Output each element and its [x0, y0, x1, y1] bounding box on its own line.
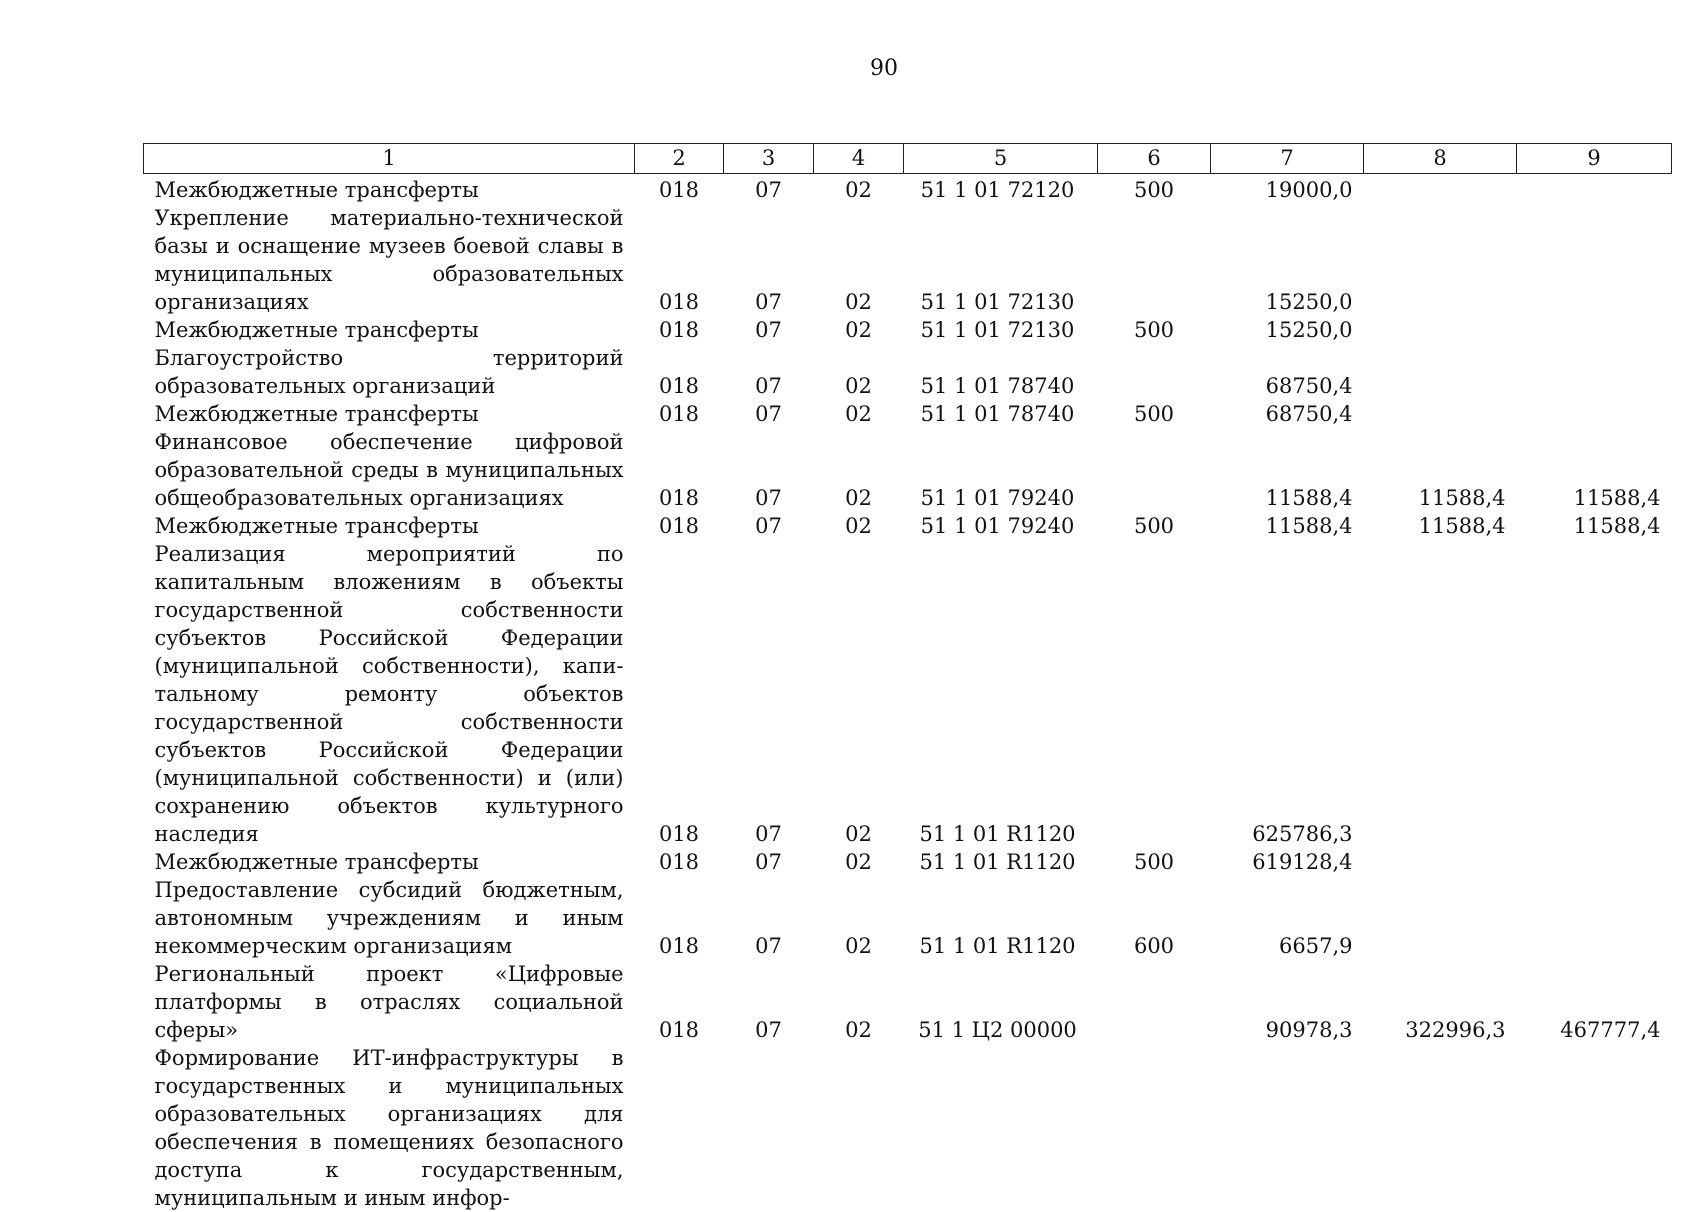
row-amount-col8-cell: [1364, 540, 1517, 848]
table-row: [144, 540, 1672, 848]
header-col-1: 1: [144, 144, 635, 174]
header-row: [144, 144, 1672, 174]
row-amount-col7-cell: 19000,0: [1211, 174, 1364, 205]
row-grbs-cell: 018: [635, 848, 724, 876]
row-target-article-cell: 51 1 01 72130: [904, 204, 1098, 316]
row-expense-type-cell: 500: [1098, 400, 1211, 428]
row-grbs-cell: [635, 1044, 724, 1212]
row-amount-col9-cell: [1517, 540, 1672, 848]
row-expense-type-cell: [1098, 1044, 1211, 1212]
row-amount-col7-cell: 15250,0: [1211, 316, 1364, 344]
row-amount-col8-cell: [1364, 1044, 1517, 1212]
row-expense-type-cell: [1098, 540, 1211, 848]
table-row: [144, 428, 1672, 512]
header-col-5: 5: [904, 144, 1098, 174]
row-amount-col9-cell: 11588,4: [1517, 428, 1672, 512]
row-subsection-cell: 02: [814, 512, 904, 540]
row-section-cell: [724, 1044, 814, 1212]
row-expense-type-cell: [1098, 204, 1211, 316]
row-grbs-cell: 018: [635, 540, 724, 848]
row-expense-type-cell: 500: [1098, 848, 1211, 876]
row-section-cell: 07: [724, 960, 814, 1044]
table-row: [144, 960, 1672, 1044]
row-subsection-cell: 02: [814, 848, 904, 876]
row-amount-col8-cell: [1364, 344, 1517, 400]
row-amount-col9-cell: [1517, 204, 1672, 316]
table-header: [144, 144, 1672, 174]
row-name-cell: Финансовое обеспечение цифровой образовательной среды в муниципальных общеобразовательных организациях: [144, 428, 635, 512]
row-subsection-cell: 02: [814, 428, 904, 512]
row-expense-type-cell: [1098, 428, 1211, 512]
row-name-cell: Формирование ИТ-инфраструктуры в государственных и муниципальных образовательных организациях для обеспечения в помещениях безопасного доступа к государственным, муниципальным и иным инфор-: [144, 1044, 635, 1212]
row-target-article-cell: 51 1 01 78740: [904, 400, 1098, 428]
header-col-8: 8: [1364, 144, 1517, 174]
table-row: [144, 316, 1672, 344]
row-expense-type-cell: 500: [1098, 316, 1211, 344]
header-col-6: 6: [1098, 144, 1211, 174]
row-amount-col7-cell: 68750,4: [1211, 344, 1364, 400]
row-name-cell: Региональный проект «Цифровые платформы в отраслях социальной сферы»: [144, 960, 635, 1044]
row-name-cell: Межбюджетные трансферты: [144, 512, 635, 540]
row-section-cell: 07: [724, 204, 814, 316]
row-amount-col8-cell: [1364, 174, 1517, 205]
row-amount-col7-cell: 68750,4: [1211, 400, 1364, 428]
row-amount-col8-cell: 11588,4: [1364, 428, 1517, 512]
row-target-article-cell: 51 1 01 R1120: [904, 540, 1098, 848]
row-section-cell: 07: [724, 316, 814, 344]
row-name-cell: Межбюджетные трансферты: [144, 848, 635, 876]
row-grbs-cell: 018: [635, 512, 724, 540]
row-target-article-cell: 51 1 01 79240: [904, 512, 1098, 540]
row-amount-col8-cell: [1364, 316, 1517, 344]
row-grbs-cell: 018: [635, 876, 724, 960]
table-body: [144, 174, 1672, 1212]
row-section-cell: 07: [724, 174, 814, 205]
row-section-cell: 07: [724, 428, 814, 512]
table-row: [144, 1044, 1672, 1212]
row-subsection-cell: 02: [814, 960, 904, 1044]
row-subsection-cell: 02: [814, 876, 904, 960]
row-amount-col9-cell: [1517, 344, 1672, 400]
row-amount-col7-cell: 90978,3: [1211, 960, 1364, 1044]
row-subsection-cell: 02: [814, 344, 904, 400]
row-amount-col7-cell: 11588,4: [1211, 428, 1364, 512]
row-expense-type-cell: 500: [1098, 512, 1211, 540]
row-name-cell: Благоустройство территорий образовательных организаций: [144, 344, 635, 400]
row-name-cell: Межбюджетные трансферты: [144, 400, 635, 428]
row-grbs-cell: 018: [635, 204, 724, 316]
row-section-cell: 07: [724, 400, 814, 428]
row-name-cell: Межбюджетные трансферты: [144, 316, 635, 344]
row-amount-col7-cell: [1211, 1044, 1364, 1212]
table-row: [144, 400, 1672, 428]
row-amount-col7-cell: 6657,9: [1211, 876, 1364, 960]
row-section-cell: 07: [724, 876, 814, 960]
table-row: [144, 876, 1672, 960]
row-amount-col9-cell: [1517, 1044, 1672, 1212]
row-amount-col9-cell: [1517, 876, 1672, 960]
row-amount-col8-cell: 11588,4: [1364, 512, 1517, 540]
row-grbs-cell: 018: [635, 428, 724, 512]
row-section-cell: 07: [724, 344, 814, 400]
row-amount-col7-cell: 625786,3: [1211, 540, 1364, 848]
page-number: 90: [0, 56, 1697, 81]
row-section-cell: 07: [724, 512, 814, 540]
table-row: [144, 848, 1672, 876]
row-amount-col7-cell: 15250,0: [1211, 204, 1364, 316]
row-name-cell: Реализация мероприятий по капитальным вложениям в объекты государственной собственности субъектов Российской Федерации (муниципальной собственности), капитальному ремонту объектов государственной собственности субъектов Российской Федерации (муниципальной собственности) и (или) сохранению объектов культурного наследия: [144, 540, 635, 848]
row-name-cell: Укрепление материально-технической базы и оснащение музеев боевой славы в муниципальных образовательных организациях: [144, 204, 635, 316]
header-col-2: 2: [635, 144, 724, 174]
row-target-article-cell: [904, 1044, 1098, 1212]
row-amount-col8-cell: [1364, 848, 1517, 876]
table-row: [144, 174, 1672, 205]
row-subsection-cell: 02: [814, 540, 904, 848]
row-target-article-cell: 51 1 01 78740: [904, 344, 1098, 400]
row-grbs-cell: 018: [635, 400, 724, 428]
table-row: [144, 512, 1672, 540]
row-subsection-cell: 02: [814, 204, 904, 316]
row-grbs-cell: 018: [635, 960, 724, 1044]
row-name-cell: Межбюджетные трансферты: [144, 174, 635, 205]
row-target-article-cell: 51 1 01 R1120: [904, 848, 1098, 876]
row-grbs-cell: 018: [635, 316, 724, 344]
row-amount-col8-cell: [1364, 400, 1517, 428]
row-subsection-cell: 02: [814, 400, 904, 428]
row-expense-type-cell: 600: [1098, 876, 1211, 960]
row-subsection-cell: [814, 1044, 904, 1212]
row-target-article-cell: 51 1 01 72120: [904, 174, 1098, 205]
row-target-article-cell: 51 1 01 72130: [904, 316, 1098, 344]
row-target-article-cell: 51 1 01 R1120: [904, 876, 1098, 960]
header-col-9: 9: [1517, 144, 1672, 174]
row-section-cell: 07: [724, 540, 814, 848]
header-col-4: 4: [814, 144, 904, 174]
header-col-7: 7: [1211, 144, 1364, 174]
header-col-3: 3: [724, 144, 814, 174]
row-amount-col8-cell: 322996,3: [1364, 960, 1517, 1044]
row-amount-col9-cell: [1517, 848, 1672, 876]
row-amount-col9-cell: [1517, 316, 1672, 344]
row-subsection-cell: 02: [814, 316, 904, 344]
row-amount-col9-cell: [1517, 174, 1672, 205]
row-target-article-cell: 51 1 Ц2 00000: [904, 960, 1098, 1044]
row-amount-col7-cell: 619128,4: [1211, 848, 1364, 876]
row-grbs-cell: 018: [635, 174, 724, 205]
row-grbs-cell: 018: [635, 344, 724, 400]
row-section-cell: 07: [724, 848, 814, 876]
row-amount-col8-cell: [1364, 876, 1517, 960]
table-row: [144, 204, 1672, 316]
row-expense-type-cell: [1098, 344, 1211, 400]
row-target-article-cell: 51 1 01 79240: [904, 428, 1098, 512]
row-expense-type-cell: 500: [1098, 174, 1211, 205]
row-amount-col9-cell: 467777,4: [1517, 960, 1672, 1044]
row-amount-col9-cell: [1517, 400, 1672, 428]
budget-table: [143, 143, 1672, 1212]
row-subsection-cell: 02: [814, 174, 904, 205]
row-name-cell: Предоставление субсидий бюджетным, автономным учреждениям и иным некоммерческим организациям: [144, 876, 635, 960]
row-amount-col9-cell: 11588,4: [1517, 512, 1672, 540]
row-expense-type-cell: [1098, 960, 1211, 1044]
row-amount-col7-cell: 11588,4: [1211, 512, 1364, 540]
table-row: [144, 344, 1672, 400]
row-amount-col8-cell: [1364, 204, 1517, 316]
